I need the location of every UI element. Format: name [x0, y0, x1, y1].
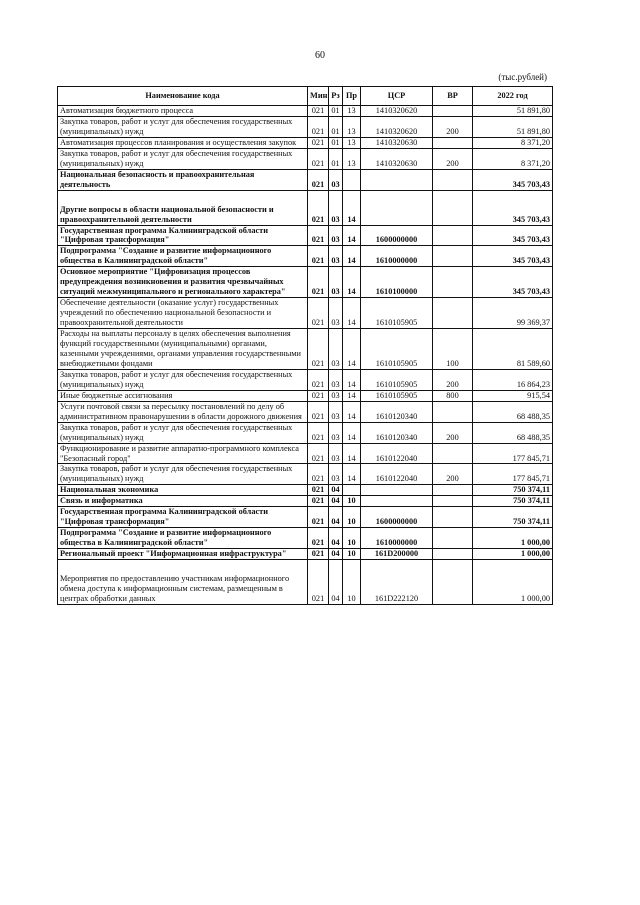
- cell-amount: 1 000,00: [473, 560, 553, 605]
- cell-name: Закупка товаров, работ и услуг для обеспечения государственных (муниципальных) нужд: [58, 422, 308, 443]
- cell-csr: [361, 169, 433, 190]
- cell-pr: 14: [343, 443, 361, 464]
- cell-pr: 13: [343, 116, 361, 137]
- cell-amount: 750 374,11: [473, 496, 553, 507]
- cell-name: Подпрограмма "Создание и развитие информационного общества в Калининградской области": [58, 528, 308, 549]
- units-label: (тыс.рублей): [498, 72, 547, 82]
- cell-pr: [343, 485, 361, 496]
- cell-name: Национальная безопасность и правоохранительная деятельность: [58, 169, 308, 190]
- cell-min: 021: [308, 148, 329, 169]
- cell-amount: 345 703,43: [473, 246, 553, 267]
- header-2022: 2022 год: [473, 87, 553, 106]
- header-vr: ВР: [433, 87, 473, 106]
- cell-pr: 13: [343, 137, 361, 148]
- cell-vr: 100: [433, 329, 473, 370]
- table-row: [58, 116, 553, 137]
- cell-pr: 14: [343, 390, 361, 401]
- table-row: [58, 507, 553, 528]
- cell-vr: [433, 267, 473, 298]
- cell-amount: 345 703,43: [473, 190, 553, 225]
- cell-csr: 161D200000: [361, 549, 433, 560]
- cell-vr: [433, 246, 473, 267]
- table-row: [58, 298, 553, 329]
- cell-min: 021: [308, 267, 329, 298]
- cell-vr: 200: [433, 116, 473, 137]
- cell-name: Услуги почтовой связи за пересылку постановлений по делу об административном правонарушении в области дорожного движения: [58, 401, 308, 422]
- header-pr: Пр: [343, 87, 361, 106]
- cell-min: 021: [308, 298, 329, 329]
- cell-min: 021: [308, 246, 329, 267]
- cell-rz: 03: [329, 390, 343, 401]
- cell-rz: 04: [329, 507, 343, 528]
- header-rz: Рз: [329, 87, 343, 106]
- header-min: Мин: [308, 87, 329, 106]
- cell-vr: [433, 169, 473, 190]
- cell-rz: 03: [329, 401, 343, 422]
- cell-min: 021: [308, 116, 329, 137]
- cell-min: 021: [308, 329, 329, 370]
- table-row: [58, 422, 553, 443]
- cell-vr: 200: [433, 148, 473, 169]
- cell-name: Расходы на выплаты персоналу в целях обеспечения выполнения функций государственными (муниципальными) органами, казенными учреждениями, органами управления государственными внебюджетными фондами: [58, 329, 308, 370]
- cell-min: 021: [308, 401, 329, 422]
- cell-rz: 04: [329, 485, 343, 496]
- cell-amount: 51 891,80: [473, 106, 553, 117]
- cell-pr: 14: [343, 190, 361, 225]
- cell-amount: 345 703,43: [473, 169, 553, 190]
- cell-amount: 750 374,11: [473, 507, 553, 528]
- cell-vr: [433, 401, 473, 422]
- cell-csr: 1610122040: [361, 443, 433, 464]
- cell-csr: 1610120340: [361, 401, 433, 422]
- cell-csr: 1410320630: [361, 137, 433, 148]
- cell-name: Национальная экономика: [58, 485, 308, 496]
- cell-name: Функционирование и развитие аппаратно-программного комплекса "Безопасный город": [58, 443, 308, 464]
- cell-amount: 8 371,20: [473, 137, 553, 148]
- cell-vr: [433, 485, 473, 496]
- cell-rz: 04: [329, 528, 343, 549]
- cell-csr: 1610000000: [361, 528, 433, 549]
- cell-vr: [433, 507, 473, 528]
- cell-pr: 14: [343, 369, 361, 390]
- cell-vr: [433, 190, 473, 225]
- cell-name: Иные бюджетные ассигнования: [58, 390, 308, 401]
- cell-pr: 13: [343, 148, 361, 169]
- cell-name: Государственная программа Калининградской области "Цифровая трансформация": [58, 507, 308, 528]
- cell-rz: 04: [329, 560, 343, 605]
- cell-amount: 8 371,20: [473, 148, 553, 169]
- cell-amount: 68 488,35: [473, 401, 553, 422]
- table-row: [58, 485, 553, 496]
- cell-min: 021: [308, 190, 329, 225]
- budget-table: [57, 86, 553, 605]
- cell-amount: 177 845,71: [473, 464, 553, 485]
- cell-csr: 1600000000: [361, 507, 433, 528]
- cell-amount: 345 703,43: [473, 267, 553, 298]
- cell-csr: 1610100000: [361, 267, 433, 298]
- cell-amount: 16 864,23: [473, 369, 553, 390]
- header-csr: ЦСР: [361, 87, 433, 106]
- cell-vr: [433, 549, 473, 560]
- table-row: [58, 106, 553, 117]
- cell-rz: 04: [329, 549, 343, 560]
- cell-rz: 03: [329, 464, 343, 485]
- cell-name: Автоматизация процессов планирования и осуществления закупок: [58, 137, 308, 148]
- cell-min: 021: [308, 225, 329, 246]
- cell-name: Автоматизация бюджетного процесса: [58, 106, 308, 117]
- cell-min: 021: [308, 528, 329, 549]
- cell-min: 021: [308, 496, 329, 507]
- cell-vr: [433, 298, 473, 329]
- cell-pr: 14: [343, 298, 361, 329]
- cell-min: 021: [308, 485, 329, 496]
- cell-vr: 200: [433, 464, 473, 485]
- cell-pr: [343, 169, 361, 190]
- cell-amount: 99 369,37: [473, 298, 553, 329]
- cell-rz: 04: [329, 496, 343, 507]
- cell-vr: [433, 106, 473, 117]
- cell-name: Закупка товаров, работ и услуг для обеспечения государственных (муниципальных) нужд: [58, 464, 308, 485]
- table-row: [58, 137, 553, 148]
- cell-rz: 03: [329, 443, 343, 464]
- cell-vr: [433, 225, 473, 246]
- cell-name: Связь и информатика: [58, 496, 308, 507]
- cell-csr: 161D222120: [361, 560, 433, 605]
- cell-name: Другие вопросы в области национальной безопасности и правоохранительной деятельности: [58, 190, 308, 225]
- cell-min: 021: [308, 169, 329, 190]
- cell-min: 021: [308, 560, 329, 605]
- cell-rz: 03: [329, 190, 343, 225]
- cell-amount: 345 703,43: [473, 225, 553, 246]
- cell-vr: [433, 443, 473, 464]
- cell-amount: 81 589,60: [473, 329, 553, 370]
- cell-min: 021: [308, 443, 329, 464]
- cell-amount: 750 374,11: [473, 485, 553, 496]
- cell-csr: 1600000000: [361, 225, 433, 246]
- table-row: [58, 464, 553, 485]
- cell-vr: [433, 560, 473, 605]
- cell-min: 021: [308, 390, 329, 401]
- table-row: [58, 369, 553, 390]
- cell-amount: 1 000,00: [473, 549, 553, 560]
- cell-csr: 1610105905: [361, 390, 433, 401]
- cell-name: Закупка товаров, работ и услуг для обеспечения государственных (муниципальных) нужд: [58, 369, 308, 390]
- table-row: [58, 443, 553, 464]
- cell-name: Основное мероприятие "Цифровизация процессов предупреждения возникновения и развития чрезвычайных ситуаций межмуниципального и регионального характера": [58, 267, 308, 298]
- table-row: [58, 267, 553, 298]
- cell-name: Мероприятия по предоставлению участникам информационного обмена доступа к информационным системам, размещенным в центрах обработки данных: [58, 560, 308, 605]
- cell-pr: 14: [343, 267, 361, 298]
- cell-rz: 01: [329, 116, 343, 137]
- cell-csr: 1610105905: [361, 369, 433, 390]
- cell-pr: 14: [343, 246, 361, 267]
- cell-min: 021: [308, 422, 329, 443]
- cell-name: Закупка товаров, работ и услуг для обеспечения государственных (муниципальных) нужд: [58, 148, 308, 169]
- header-row: [58, 87, 553, 106]
- cell-pr: 14: [343, 225, 361, 246]
- cell-pr: 14: [343, 464, 361, 485]
- cell-amount: 68 488,35: [473, 422, 553, 443]
- cell-name: Государственная программа Калининградской области "Цифровая трансформация": [58, 225, 308, 246]
- cell-csr: 1410320620: [361, 116, 433, 137]
- cell-min: 021: [308, 549, 329, 560]
- cell-pr: 10: [343, 507, 361, 528]
- cell-name: Региональный проект "Информационная инфраструктура": [58, 549, 308, 560]
- cell-rz: 03: [329, 169, 343, 190]
- cell-csr: 1410320620: [361, 106, 433, 117]
- cell-csr: 1610105905: [361, 298, 433, 329]
- cell-rz: 03: [329, 267, 343, 298]
- cell-pr: 14: [343, 329, 361, 370]
- cell-pr: 14: [343, 422, 361, 443]
- table-row: [58, 401, 553, 422]
- cell-vr: [433, 496, 473, 507]
- cell-min: 021: [308, 369, 329, 390]
- cell-rz: 03: [329, 225, 343, 246]
- cell-rz: 03: [329, 369, 343, 390]
- cell-vr: 800: [433, 390, 473, 401]
- cell-amount: 177 845,71: [473, 443, 553, 464]
- cell-vr: 200: [433, 369, 473, 390]
- cell-name: Подпрограмма "Создание и развитие информационного общества в Калининградской области": [58, 246, 308, 267]
- cell-vr: 200: [433, 422, 473, 443]
- cell-name: Закупка товаров, работ и услуг для обеспечения государственных (муниципальных) нужд: [58, 116, 308, 137]
- cell-amount: 1 000,00: [473, 528, 553, 549]
- cell-csr: 1610105905: [361, 329, 433, 370]
- cell-pr: 10: [343, 560, 361, 605]
- cell-csr: 1610000000: [361, 246, 433, 267]
- table-row: [58, 148, 553, 169]
- cell-pr: 14: [343, 401, 361, 422]
- table-row: [58, 549, 553, 560]
- cell-rz: 03: [329, 329, 343, 370]
- table-row: [58, 528, 553, 549]
- cell-pr: 10: [343, 528, 361, 549]
- cell-rz: 01: [329, 148, 343, 169]
- cell-csr: [361, 485, 433, 496]
- cell-min: 021: [308, 106, 329, 117]
- cell-csr: 1610120340: [361, 422, 433, 443]
- cell-vr: [433, 137, 473, 148]
- cell-amount: 915,54: [473, 390, 553, 401]
- cell-pr: 13: [343, 106, 361, 117]
- header-name: Наименование кода: [58, 87, 308, 106]
- cell-csr: [361, 190, 433, 225]
- cell-csr: 1410320630: [361, 148, 433, 169]
- table-row: [58, 246, 553, 267]
- cell-rz: 01: [329, 106, 343, 117]
- table-row: [58, 329, 553, 370]
- cell-rz: 03: [329, 298, 343, 329]
- table-row: [58, 496, 553, 507]
- cell-amount: 51 891,80: [473, 116, 553, 137]
- cell-rz: 01: [329, 137, 343, 148]
- cell-vr: [433, 528, 473, 549]
- cell-csr: [361, 496, 433, 507]
- cell-csr: 1610122040: [361, 464, 433, 485]
- table-row: [58, 390, 553, 401]
- cell-rz: 03: [329, 246, 343, 267]
- cell-rz: 03: [329, 422, 343, 443]
- cell-min: 021: [308, 507, 329, 528]
- page-number: 60: [315, 50, 325, 61]
- cell-pr: 10: [343, 549, 361, 560]
- cell-min: 021: [308, 464, 329, 485]
- table-row: [58, 169, 553, 190]
- table-row: [58, 225, 553, 246]
- table-row: [58, 560, 553, 605]
- cell-min: 021: [308, 137, 329, 148]
- cell-pr: 10: [343, 496, 361, 507]
- table-row: [58, 190, 553, 225]
- cell-name: Обеспечение деятельности (оказание услуг) государственных учреждений по обеспечению национальной безопасности и правоохранительной деятельности: [58, 298, 308, 329]
